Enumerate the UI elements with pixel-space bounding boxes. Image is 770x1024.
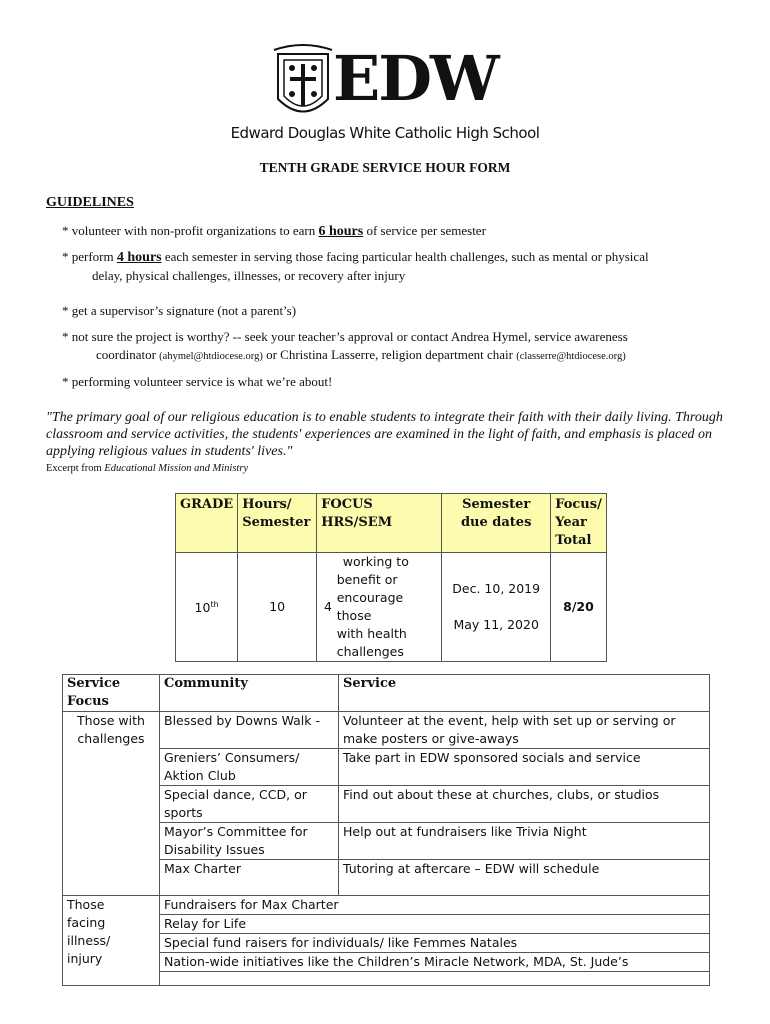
focus-those-facing-illness: Those facing illness/ injury <box>63 896 160 986</box>
table-row <box>63 896 710 915</box>
table-row <box>63 915 710 934</box>
email-hymel: (ahymel@htdiocese.org) <box>159 351 263 362</box>
excerpt-source: Educational Mission and Ministry <box>104 463 249 474</box>
table-row <box>63 786 710 823</box>
community-cell: Relay for Life <box>160 915 710 934</box>
cell-hours: 10 <box>238 553 317 662</box>
service-cell: Tutoring at aftercare – EDW will schedule <box>339 860 710 896</box>
header-hours: Hours/ Semester <box>238 494 317 553</box>
quote-excerpt <box>46 463 248 474</box>
guideline-text: * perform <box>62 249 117 264</box>
community-cell: Mayor’s Committee for Disability Issues <box>160 823 339 860</box>
table-row <box>63 823 710 860</box>
table-row <box>63 934 710 953</box>
guideline-approval <box>62 328 752 366</box>
community-cell: Special fund raisers for individuals/ like Femmes Natales <box>160 934 710 953</box>
header-community: Community <box>160 675 339 712</box>
header-due-dates: Semester due dates <box>442 494 551 553</box>
cell-grade: 10th <box>176 553 238 662</box>
table-row <box>63 749 710 786</box>
header-service-focus: Service Focus <box>63 675 160 712</box>
guideline-text: coordinator <box>96 347 160 362</box>
header-total: Focus/ Year Total <box>551 494 607 553</box>
community-cell: Fundraisers for Max Charter <box>160 896 710 915</box>
guideline-text: of service per semester <box>363 223 486 238</box>
table-row <box>63 972 710 986</box>
service-cell: Volunteer at the event, help with set up or serving or make posters or give-aways <box>339 712 710 749</box>
cell-focus <box>317 553 442 662</box>
guideline-earn-hours <box>62 222 752 241</box>
service-cell: Help out at fundraisers like Trivia Night <box>339 823 710 860</box>
focus-hours-number: 4 <box>323 599 332 614</box>
logo-wordmark: EDW <box>333 42 498 115</box>
header-grade: GRADE <box>176 494 238 553</box>
table-header-row <box>63 675 710 712</box>
cell-due-dates: Dec. 10, 2019 May 11, 2020 <box>442 553 551 662</box>
service-focus-table <box>62 674 710 986</box>
header-focus: FOCUS HRS/SEM <box>317 494 442 553</box>
guideline-health-hours <box>62 248 752 285</box>
table-row <box>63 860 710 896</box>
empty-cell <box>160 972 710 986</box>
cell-total: 8/20 <box>551 553 607 662</box>
school-name: Edward Douglas White Catholic High School <box>230 124 540 142</box>
table-header-row <box>176 494 607 553</box>
community-cell: Nation-wide initiatives like the Children’s Miracle Network, MDA, St. Jude’s <box>160 953 710 972</box>
guideline-text: * not sure the project is worthy? -- seek your teacher’s approval or contact Andrea Hymel, service awareness <box>62 329 628 344</box>
guideline-text: each semester in serving those facing particular health challenges, such as mental or physical <box>161 249 649 264</box>
mission-quote: "The primary goal of our religious education is to enable students to integrate their faith with their daily living. Through classroom and service activities, the students' experiences are examined in the light of faith, and emphasis is placed on applying religious values in students' lives." <box>46 410 723 459</box>
focus-those-with-challenges: Those with challenges <box>63 712 160 896</box>
service-cell: Find out about these at churches, clubs, or studios <box>339 786 710 823</box>
guideline-text: or Christina Lasserre, religion department chair <box>262 347 517 362</box>
hours-highlight: 6 hours <box>318 224 364 239</box>
hours-highlight: 4 hours <box>116 250 162 265</box>
table-row <box>176 553 607 662</box>
guideline-signature: * get a supervisor’s signature (not a parent’s) <box>62 303 297 318</box>
guidelines-heading: GUIDELINES <box>46 195 134 210</box>
focus-description: working to benefit or encourage those with health challenges <box>336 554 409 659</box>
header-service: Service <box>339 675 710 712</box>
form-title: TENTH GRADE SERVICE HOUR FORM <box>259 160 511 175</box>
email-lasserre: (classerre@htdiocese.org) <box>516 351 626 362</box>
community-cell: Blessed by Downs Walk - <box>160 712 339 749</box>
table-row <box>63 953 710 972</box>
excerpt-label: Excerpt from <box>46 463 105 474</box>
service-cell: Take part in EDW sponsored socials and service <box>339 749 710 786</box>
community-cell: Special dance, CCD, or sports <box>160 786 339 823</box>
grade-hours-table <box>175 493 607 662</box>
guideline-text: * volunteer with non-profit organizations to earn <box>62 223 319 238</box>
guideline-text: delay, physical challenges, illnesses, or recovery after injury <box>92 268 406 283</box>
crest-icon <box>274 45 332 112</box>
community-cell: Greniers’ Consumers/ Aktion Club <box>160 749 339 786</box>
community-cell: Max Charter <box>160 860 339 896</box>
table-row <box>63 712 710 749</box>
guideline-volunteer: * performing volunteer service is what we’re about! <box>62 374 333 389</box>
